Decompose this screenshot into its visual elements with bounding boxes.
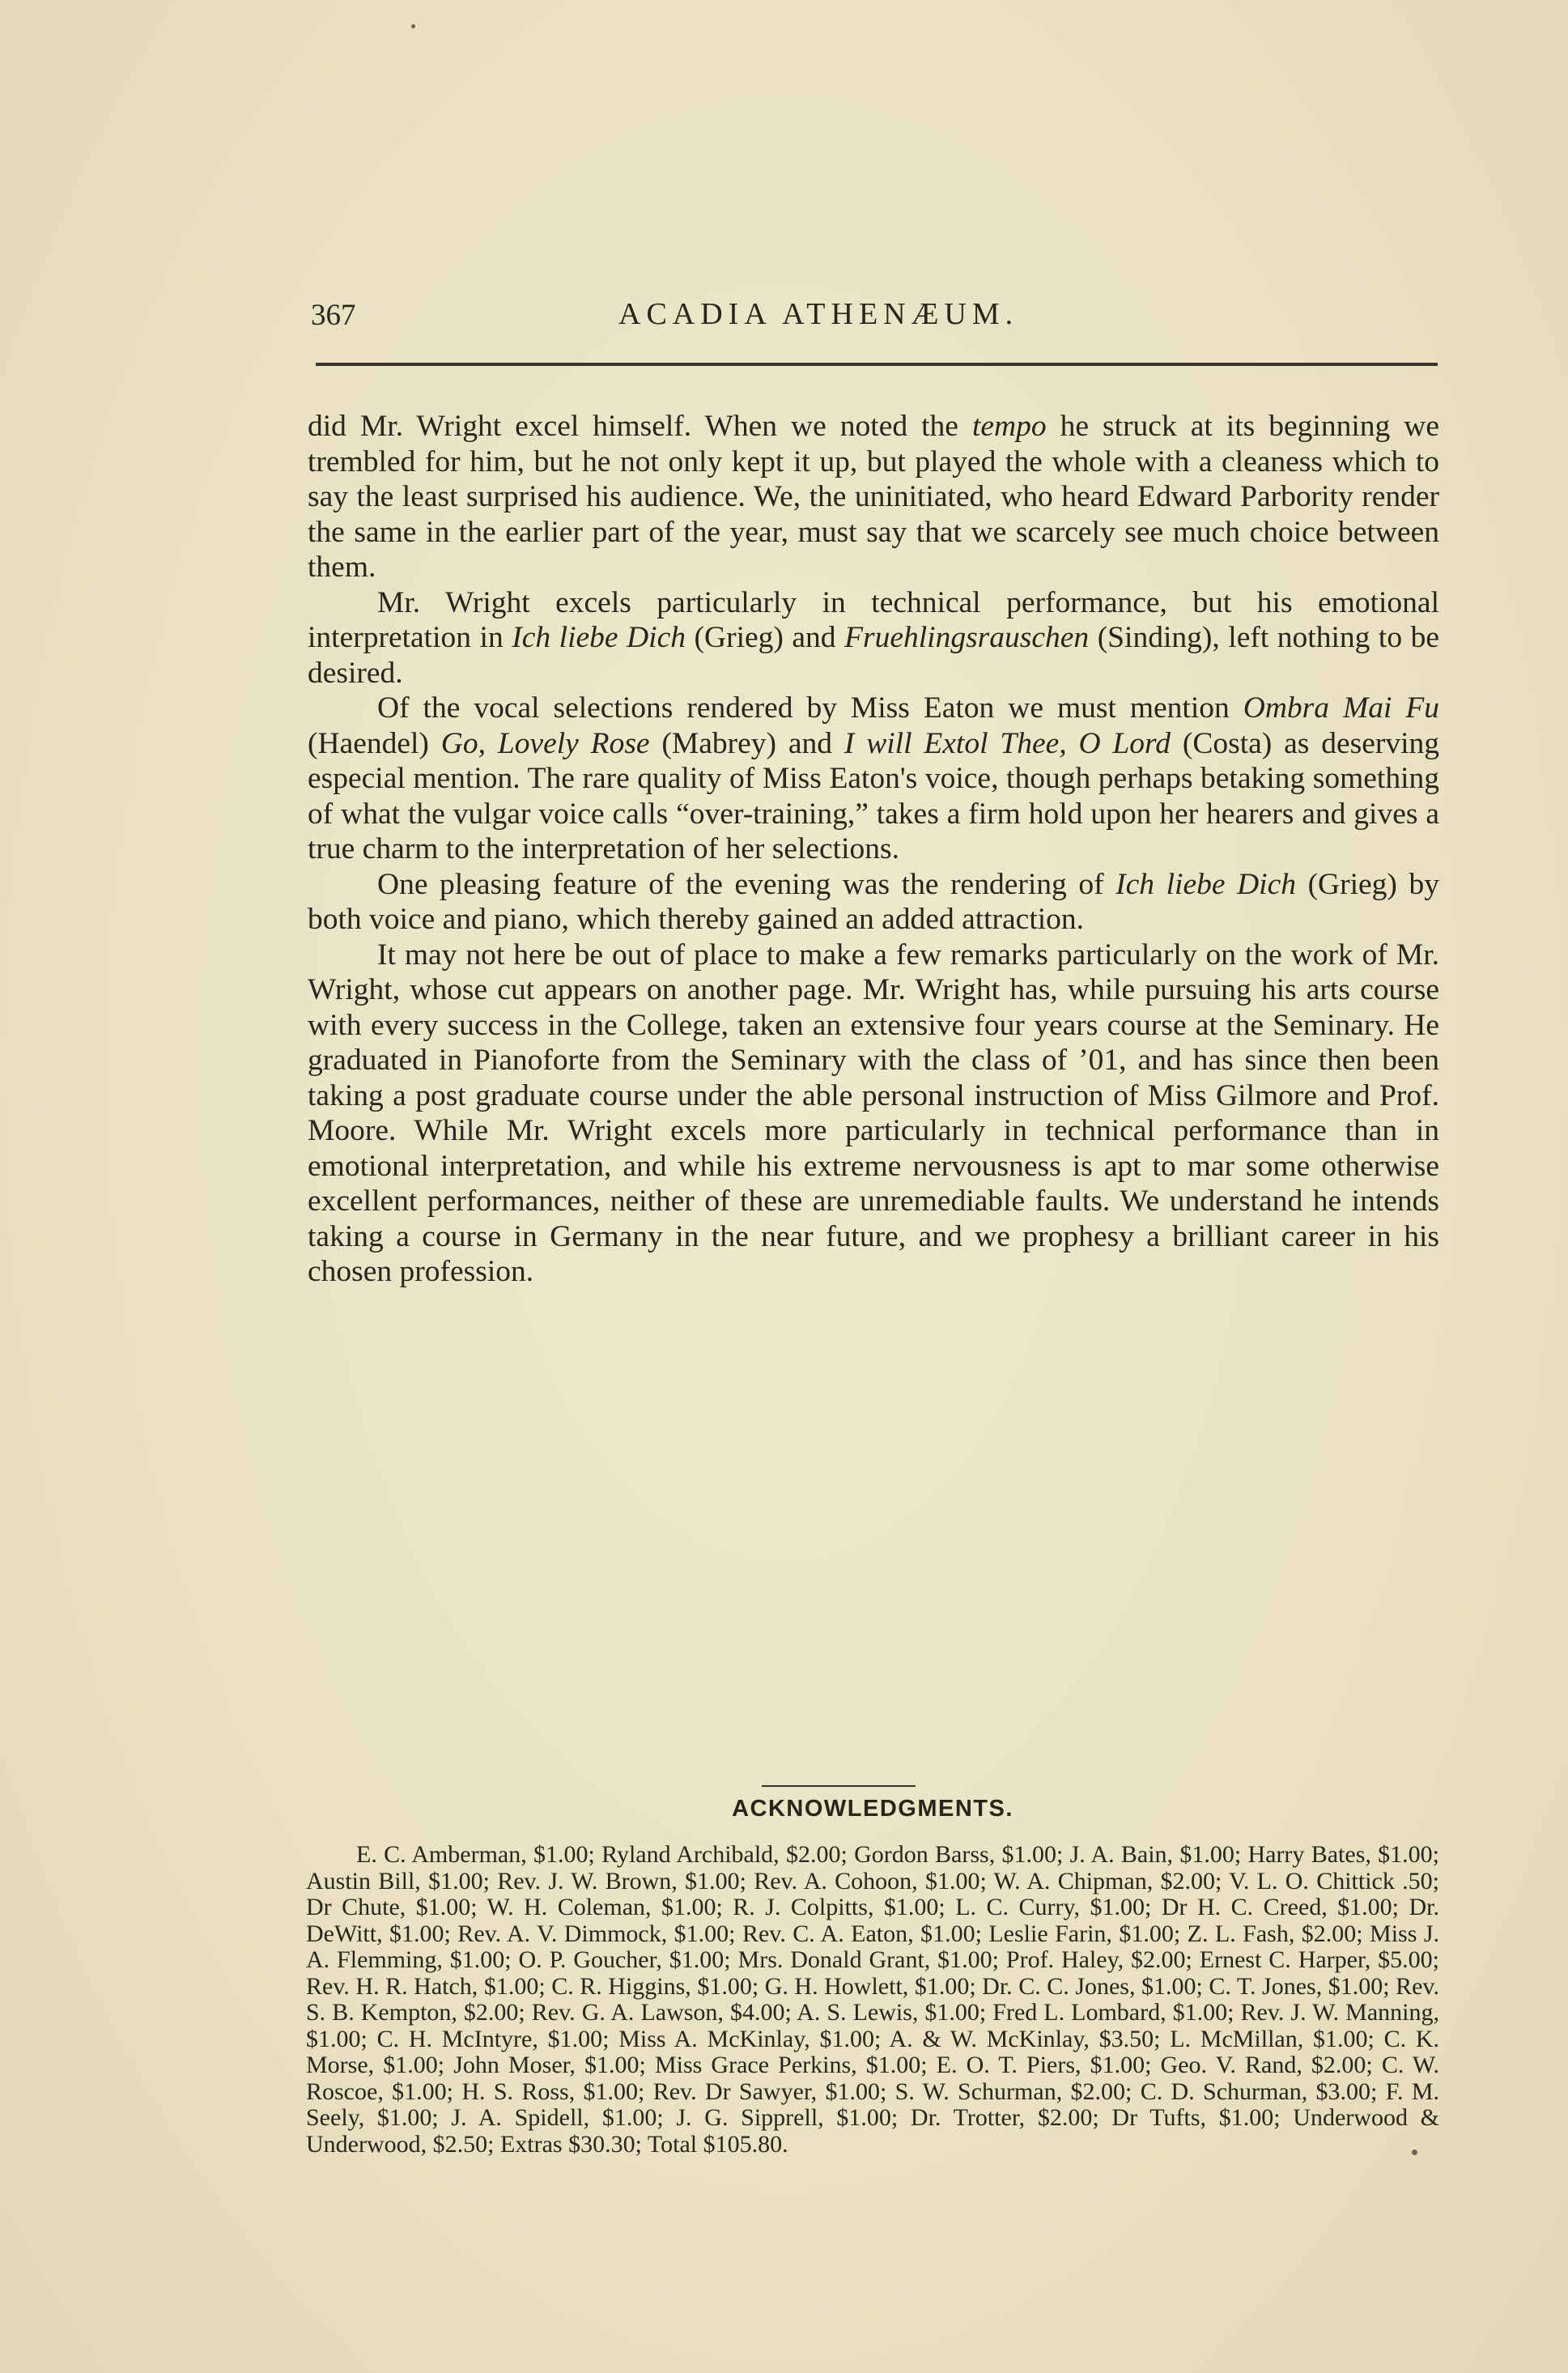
acknowledgments-heading: ACKNOWLEDGMENTS. <box>732 1796 1013 1822</box>
document-page <box>306 283 1440 2158</box>
article-body <box>308 409 1439 1290</box>
page-number: 367 <box>311 299 356 332</box>
paper-speck <box>411 24 415 28</box>
paragraph-4: One pleasing feature of the evening was the rendering of Ich liebe Dich (Grieg) by both voice and piano, which thereby gained an added attraction. <box>308 867 1440 936</box>
journal-title: ACADIA ATHENÆUM. <box>618 297 1019 331</box>
acknowledgments-list: E. C. Amberman, $1.00; Ryland Archibald, $2.00; Gordon Barss, $1.00; J. A. Bain, $1.00; Harry Bates, $1.00; Austin Bill, $1.00; Rev. J. W. Brown, $1.00; Rev. A. Cohoon, $1.00; W. A. Chipman, $2.00; V. L. O. Chittick .50; Dr Chute, $1.00; W. H. Coleman, $1.00; R. J. Colpitts, $1.00; L. C. Curry, $1.00; Dr H. C. Creed, $1.00; Dr. DeWitt, $1.00; Rev. A. V. Dimmock, $1.00; Rev. C. A. Eaton, $1.00; Leslie Farin, $1.00; Z. L. Fash, $2.00; Miss J. A. Flemming, $1.00; O. P. Goucher, $1.00; Mrs. Donald Grant, $1.00; Prof. Haley, $2.00; Ernest C. Harper, $5.00; Rev. H. R. Hatch, $1.00; C. R. Higgins, $1.00; G. H. Howlett, $1.00; Dr. C. C. Jones, $1.00; C. T. Jones, $1.00; Rev. S. B. Kempton, $2.00; Rev. G. A. Lawson, $4.00; A. S. Lewis, $1.00; Fred L. Lombard, $1.00; Rev. J. W. Manning, $1.00; C. H. McIntyre, $1.00; Miss A. McKinlay, $1.00; A. & W. McKinlay, $3.50; L. McMillan, $1.00; C. K. Morse, $1.00; John Moser, $1.00; Miss Grace Perkins, $1.00; E. O. T. Piers, $1.00; Geo. V. Rand, $2.00; C. W. Roscoe, $1.00; H. S. Ross, $1.00; Rev. Dr Sawyer, $1.00; S. W. Schurman, $2.00; C. D. Schurman, $3.00; F. M. Seely, $1.00; J. A. Spidell, $1.00; J. G. Sipprell, $1.00; Dr. Trotter, $2.00; Dr Tufts, $1.00; Underwood & Underwood, $2.50; Extras $30.30; Total $105.80. <box>306 1841 1439 2158</box>
running-head <box>306 283 1439 332</box>
section-divider <box>762 1785 916 1787</box>
paragraph-3: Of the vocal selections rendered by Miss Eaton we must mention Ombra Mai Fu (Haendel) Go, Lovely Rose (Mabrey) and I will Extol Thee, O Lord (Costa) as deserving especial mention. The rare quality of Miss Eaton's voice, though perhaps betaking something of what the vulgar voice calls “over-training,” takes a firm hold upon her hearers and gives a true charm to the interpretation of her selections. <box>308 691 1439 865</box>
paragraph-5: It may not here be out of place to make a few remarks particularly on the work of Mr. Wright, whose cut appears on another page. Mr. Wright has, while pursuing his arts course with every success in the College, taken an extensive four years course at the Seminary. He graduated in Pianoforte from the Seminary with the class of ’01, and has since then been taking a post graduate course under the able personal instruction of Miss Gilmore and Prof. Moore. While Mr. Wright excels more particularly in technical performance than in emotional interpretation, and while his extreme nervousness is apt to mar some otherwise excellent performances, neither of these are unremediable faults. We understand he intends taking a course in Germany in the near future, and we prophesy a brilliant career in his chosen profession. <box>308 938 1439 1288</box>
paragraph-1: did Mr. Wright excel himself. When we noted the tempo he struck at its beginning we trembled for him, but he not only kept it up, but played the whole with a cleaness which to say the least surprised his audience. We, the uninitiated, who heard Edward Parbority render the same in the earlier part of the year, must say that we scarcely see much choice between them. <box>308 410 1439 584</box>
paragraph-2: Mr. Wright excels particularly in technical performance, but his emotional interpretation in Ich liebe Dich (Grieg) and Fruehlingsrauschen (Sinding), left nothing to be desired. <box>308 585 1439 690</box>
header-rule <box>316 363 1438 366</box>
